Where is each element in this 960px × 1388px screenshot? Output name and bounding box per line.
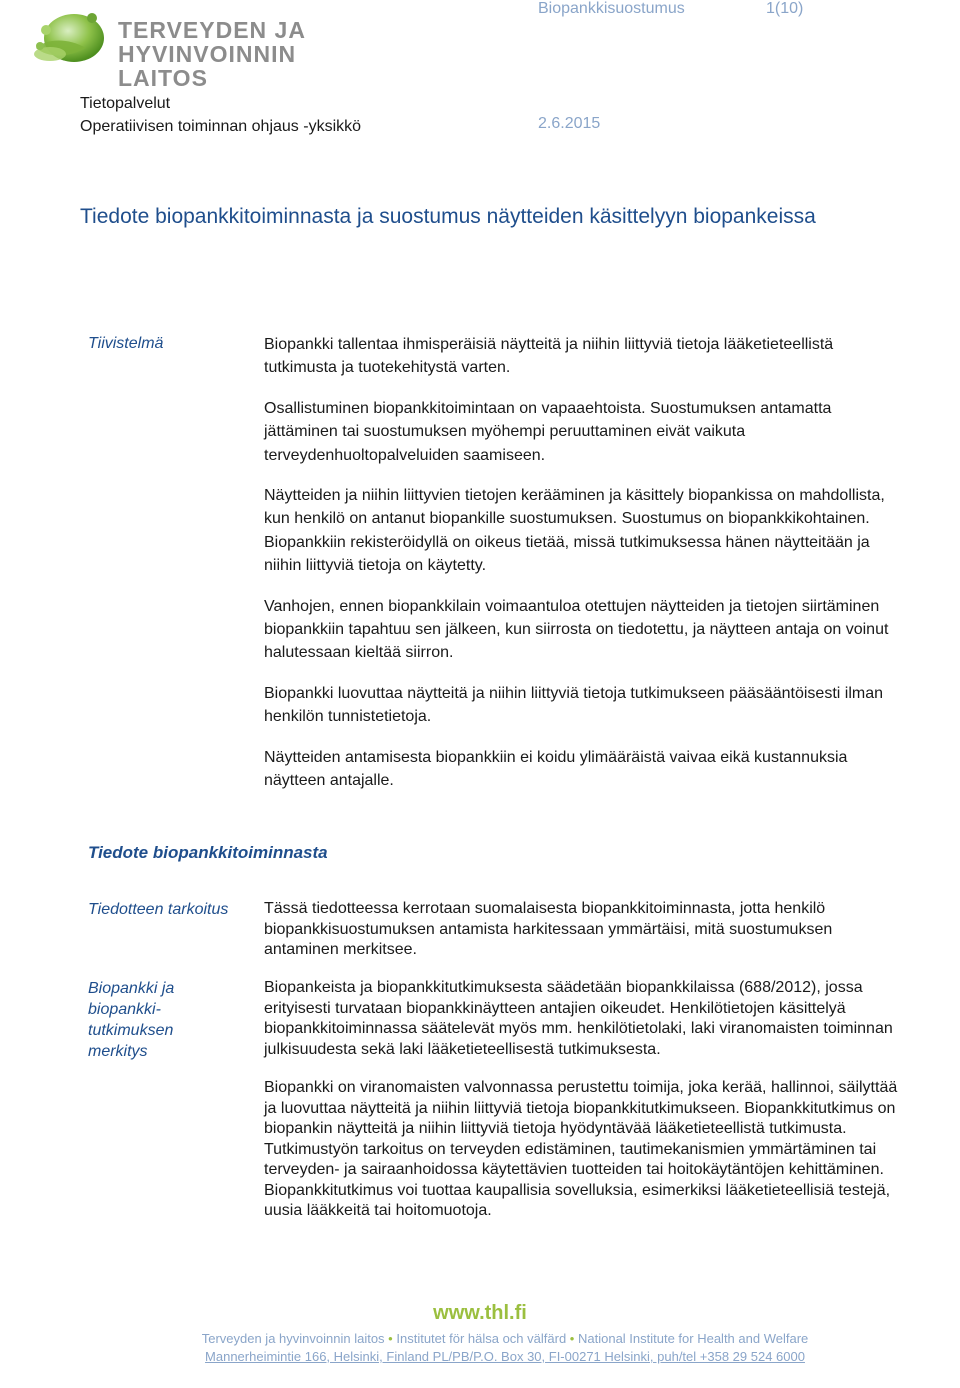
summary-paragraph: Biopankki luovuttaa näytteitä ja niihin liittyviä tietoja tutkimukseen pääsääntöisesti ilman henkilön tunnistetietoja. [264, 684, 884, 726]
institute-name-sv: Institutet för hälsa och välfärd [396, 1331, 567, 1346]
summary-paragraph: Näytteiden ja niihin liittyvien tietojen kerääminen ja käsittely biopankissa on mahdollista, kun henkilö on antanut biopankille suostumuksen. Suostumus on biopankkikohtainen. Biopankkiin rekisteröidyllä on oikeus tietää, missä tutkimuksessa hänen näytteitään ja niihin liittyviä tietoja on käytetty. [264, 487, 885, 575]
department-name: Tietopalvelut [80, 95, 171, 112]
thl-logo [28, 8, 378, 91]
section-heading: Tiedote biopankkitoiminnasta [88, 843, 328, 862]
footer-institute-names [0, 1331, 960, 1346]
biobank-label: Biopankki ja biopankki-tutkimuksen merkitys [88, 980, 175, 1060]
document-type: Biopankkisuostumus [538, 0, 685, 17]
summary-paragraph: Osallistuminen biopankkitoimintaan on vapaaehtoista. Suostumuksen antamatta jättäminen tai suostumuksen myöhempi peruuttaminen eivät vaikuta terveydenhuoltopalveluiden saamiseen. [264, 399, 832, 464]
biobank-paragraph: Biopankeista ja biopankkitutkimuksesta säädetään biopankkilaissa (688/2012), jossa erityisesti turvataan biopankkinäytteen antajien oikeudet. Henkilötietojen käsittelyä biopankkitoiminnassa säätelevät myös mm. henkilötietolaki, laki viranomaisten toiminnan julkisuudesta sekä laki lääketieteellisestä tutkimuksesta. [264, 979, 893, 1058]
document-date: 2.6.2015 [538, 115, 601, 132]
purpose-section [264, 899, 904, 961]
purpose-label: Tiedotteen tarkoitus [88, 901, 229, 918]
summary-section [264, 333, 904, 810]
biobank-section [264, 978, 904, 1240]
footer-address: Mannerheimintie 166, Helsinki, Finland PL/PB/P.O. Box 30, FI-00271 Helsinki, puh/tel +358 29 524 6000 [205, 1349, 805, 1364]
bullet-separator: • [569, 1331, 575, 1346]
summary-paragraph: Biopankki tallentaa ihmisperäisiä näytteitä ja niihin liittyviä tietoja lääketieteellistä tutkimusta ja tuotekehitystä varten. [264, 336, 834, 377]
footer-website-link[interactable]: www.thl.fi [433, 1302, 527, 1324]
thl-leaf-logo-icon [28, 8, 110, 70]
institute-name-en: National Institute for Health and Welfare [577, 1331, 809, 1346]
department-info [80, 92, 361, 138]
document-title: Tiedote biopankkitoiminnasta ja suostumus näytteiden käsittelyyn biopankeissa [80, 205, 816, 228]
unit-name: Operatiivisen toiminnan ohjaus -yksikkö [80, 118, 362, 135]
logo-wordmark-line2: HYVINVOINNIN LAITOS [118, 41, 297, 91]
logo-wordmark [118, 18, 378, 90]
bullet-separator: • [388, 1331, 393, 1346]
summary-paragraph: Vanhojen, ennen biopankkilain voimaantuloa otettujen näytteiden ja tietojen siirtäminen biopankkiin tapahtuu sen jälkeen, kun siirrosta on tiedotettu, ja näytteen antaja on voinut halutessaan kieltää siirron. [264, 597, 889, 662]
summary-label: Tiivistelmä [88, 335, 164, 352]
institute-name-fi: Terveyden ja hyvinvoinnin laitos [201, 1331, 385, 1346]
page-number: 1(10) [766, 0, 804, 17]
summary-paragraph: Näytteiden antamisesta biopankkiin ei koidu ylimääräistä vaivaa eikä kustannuksia näytteen antajalle. [264, 748, 848, 790]
logo-wordmark-line1: TERVEYDEN JA [118, 17, 306, 43]
biobank-paragraph: Biopankki on viranomaisten valvonnassa perustettu toimija, joka kerää, hallinnoi, säilyttää ja luovuttaa näytteitä ja niihin liittyviä tietoja biopankkitutkimukseen. Biopankkitutkimus on biopankin näytteitä ja niihin liittyviä tietoja hyödyntävää lääketieteellistä tutkimusta. Tutkimustyön tarkoitus on terveyden edistäminen, tautimekanismien ymmärtäminen tai terveyden- ja sairaanhoidossa käytettävien tuotteiden tai hoitokäytäntöjen kehittäminen. Biopankkitutkimus voi tuottaa kaupallisia sovelluksia, esimerkiksi lääketieteellisiä testejä, uusia lääkkeitä tai hoitomuotoja. [264, 1079, 898, 1219]
purpose-paragraph: Tässä tiedotteessa kerrotaan suomalaisesta biopankkitoiminnasta, jotta henkilö biopankkisuostumuksen antamista harkitessaan ymmärtäisi, mitä suostumuksen antaminen merkitsee. [264, 900, 833, 958]
